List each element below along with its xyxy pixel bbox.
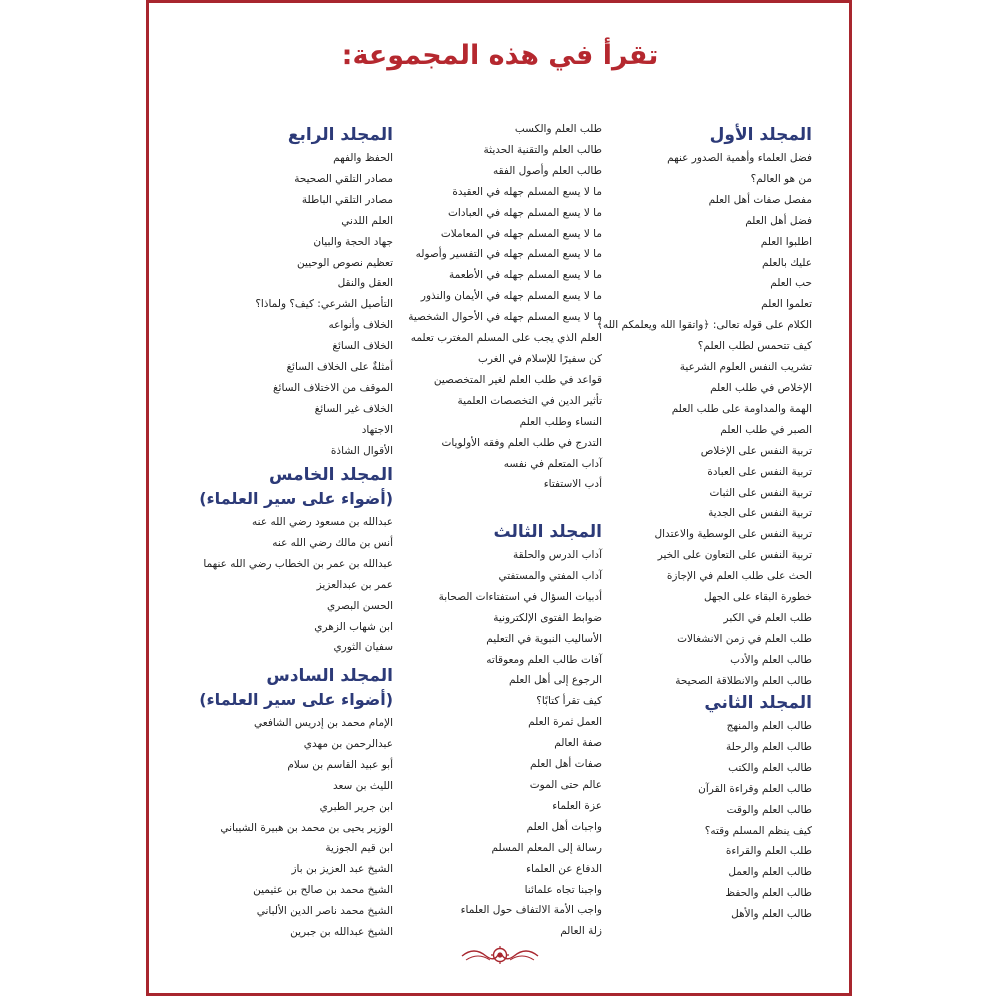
volume-list — [199, 512, 393, 658]
list-item: سفيان الثوري — [333, 641, 393, 654]
list-item: صفات أهل العلم — [529, 758, 602, 771]
list-item: أمثلةٌ على الخلاف السائغ — [286, 361, 393, 374]
list-item: عبدالله بن عمر بن الخطاب رضي الله عنهما — [203, 557, 393, 570]
list-item: الرجوع إلى أهل العلم — [508, 674, 602, 687]
list-item: تعظيم نصوص الوحيين — [297, 256, 393, 269]
list-item: كيف تتحمس لطلب العلم؟ — [697, 340, 812, 353]
list-item: عليك بالعلم — [762, 256, 812, 269]
list-item: أبو عبيد القاسم بن سلام — [287, 758, 393, 771]
list-item: آداب المفتي والمستفتي — [498, 569, 602, 582]
volume-6 — [199, 665, 393, 943]
list-item: تربية النفس على الإخلاص — [700, 444, 812, 457]
volume-list — [408, 119, 602, 495]
list-item: فضل أهل العلم — [745, 214, 812, 227]
list-item: مصادر التلقي الصحيحة — [294, 172, 393, 185]
list-item: الخلاف وأنواعه — [328, 319, 393, 332]
list-item: الشيخ محمد ناصر الدين الألباني — [256, 905, 393, 918]
volume-list — [439, 545, 602, 942]
list-item: تأثير الدين في التخصصات العلمية — [457, 394, 602, 407]
list-item: طلب العلم والكسب — [514, 123, 602, 135]
list-item: ما لا يسع المسلم جهله في الأطعمة — [449, 269, 602, 282]
list-item: طلب العلم في الكبر — [723, 611, 812, 624]
volume-2-continued — [408, 119, 602, 495]
list-item: التدرج في طلب العلم وفقه الأولويات — [441, 436, 602, 449]
volume-heading: المجلد الرابع — [287, 125, 393, 145]
list-item: التأصيل الشرعي: كيف؟ ولماذا؟ — [255, 298, 393, 311]
list-item: الهمة والمداومة على طلب العلم — [671, 402, 812, 415]
list-item: أنس بن مالك رضي الله عنه — [272, 536, 393, 549]
list-item: عمر بن عبدالعزيز — [316, 578, 393, 591]
list-item: الشيخ عبدالله بن جبرين — [290, 926, 393, 939]
list-item: العمل ثمرة العلم — [528, 716, 602, 729]
ornament-icon — [458, 940, 542, 974]
list-item: من هو العالم؟ — [750, 172, 812, 185]
list-item: صفة العالم — [554, 737, 602, 750]
list-item: ما لا يسع المسلم جهله في الأحوال الشخصية — [408, 311, 602, 324]
list-item: كيف ينظم المسلم وقته؟ — [704, 824, 812, 837]
list-item: الحسن البصري — [327, 599, 393, 612]
list-item: طالب العلم والأهل — [731, 908, 812, 921]
list-item: تربية النفس على العبادة — [707, 465, 812, 478]
list-item: طالب العلم والتقنية الحديثة — [483, 143, 602, 156]
volume-list — [255, 148, 393, 462]
list-item: ابن شهاب الزهري — [314, 620, 393, 633]
volume-5 — [199, 464, 393, 658]
list-item: الخلاف غير السائغ — [314, 402, 393, 415]
list-item: واجب الأمة الالتفاف حول العلماء — [460, 904, 602, 917]
list-item: قواعد في طلب العلم لغير المتخصصين — [433, 373, 602, 386]
list-item: الليث بن سعد — [332, 779, 393, 792]
page-title: تقرأ في هذه المجموعة: — [341, 40, 659, 71]
list-item: مصادر التلقي الباطلة — [301, 193, 393, 206]
list-item: كيف تقرأ كتابًا؟ — [536, 695, 602, 708]
list-item: ضوابط الفتوى الإلكترونية — [493, 611, 602, 624]
list-item: طالب العلم وقراءة القرآن — [698, 782, 812, 795]
list-item: طالب العلم والانطلاقة الصحيحة — [675, 674, 812, 687]
list-item: طالب العلم والوقت — [726, 803, 812, 816]
list-item: آداب المتعلم في نفسه — [503, 457, 602, 470]
list-item: الخلاف السائغ — [332, 340, 393, 353]
list-item: الحفظ والفهم — [333, 152, 393, 164]
list-item: ابن جرير الطبري — [319, 800, 393, 813]
list-item: فضل العلماء وأهمية الصدور عنهم — [667, 152, 812, 164]
list-item: العلم الذي يجب على المسلم المغترب تعلمه — [410, 332, 602, 345]
list-item: الاجتهاد — [361, 423, 393, 436]
list-item: تربية النفس على التعاون على الخير — [657, 549, 812, 562]
list-item: ما لا يسع المسلم جهله في المعاملات — [440, 227, 602, 240]
list-item: واجبنا تجاه علمائنا — [524, 883, 602, 896]
list-item: عزة العلماء — [552, 799, 602, 812]
list-item: أدبيات السؤال في استفتاءات الصحابة — [438, 590, 602, 603]
list-item: أدب الاستفتاء — [543, 478, 602, 491]
list-item: حب العلم — [770, 277, 812, 290]
volume-heading: المجلد السادس — [266, 666, 393, 686]
list-item: واجبات أهل العلم — [526, 820, 602, 833]
volume-2 — [698, 692, 812, 925]
volume-4 — [255, 124, 393, 462]
list-item: الحث على طلب العلم في الإجازة — [666, 570, 812, 583]
list-item: طلب العلم في زمن الانشغالات — [677, 632, 812, 645]
volume-heading: المجلد الثالث — [493, 522, 602, 542]
list-item: آفات طالب العلم ومعوقاته — [486, 653, 602, 666]
volume-list — [698, 716, 812, 925]
volume-heading: المجلد الأول — [709, 125, 812, 145]
list-item: الشيخ عبد العزيز بن باز — [291, 863, 393, 876]
list-item: الأقوال الشاذة — [330, 444, 393, 457]
list-item: الشيخ محمد بن صالح بن عثيمين — [253, 884, 393, 897]
volume-1 — [597, 124, 812, 692]
volume-subheading: (أضواء على سير العلماء) — [199, 690, 393, 709]
list-item: عالم حتى الموت — [529, 778, 602, 791]
list-item: طالب العلم والرحلة — [726, 740, 812, 753]
list-item: الموقف من الاختلاف السائغ — [272, 381, 393, 394]
list-item: زلة العالم — [560, 925, 602, 938]
list-item: العلم اللدني — [341, 214, 393, 227]
list-item: كن سفيرًا للإسلام في الغرب — [478, 352, 602, 365]
list-item: الإخلاص في طلب العلم — [710, 381, 812, 394]
volume-list — [199, 713, 393, 943]
list-item: اطلبوا العلم — [760, 235, 812, 248]
list-item: طالب العلم والكتب — [728, 761, 812, 774]
list-item: تعلموا العلم — [761, 298, 812, 311]
list-item: تربية النفس على الثبات — [709, 486, 812, 499]
volume-heading: المجلد الخامس — [269, 465, 393, 485]
volume-list — [597, 148, 812, 692]
list-item: طالب العلم والأدب — [730, 653, 812, 666]
volume-3 — [439, 521, 602, 942]
list-item: مفصل صفات أهل العلم — [708, 193, 812, 206]
list-item: الإمام محمد بن إدريس الشافعي — [254, 717, 393, 729]
list-item: تربية النفس على الجدية — [708, 507, 812, 520]
list-item: الكلام على قوله تعالى: ﴿واتقوا الله ويعلمكم الله﴾ — [596, 319, 812, 332]
list-item: ما لا يسع المسلم جهله في العقيدة — [452, 185, 602, 198]
list-item: طالب العلم والحفظ — [725, 887, 812, 900]
list-item: تربية النفس على الوسطية والاعتدال — [654, 528, 812, 541]
list-item: طالب العلم والمنهج — [726, 720, 812, 732]
list-item: خطورة البقاء على الجهل — [703, 591, 812, 604]
list-item: طالب العلم والعمل — [728, 866, 812, 879]
list-item: تشريب النفس العلوم الشرعية — [679, 361, 812, 374]
list-item: الأساليب النبوية في التعليم — [486, 632, 602, 645]
list-item: ابن قيم الجوزية — [325, 842, 393, 855]
list-item: رسالة إلى المعلم المسلم — [491, 841, 602, 854]
list-item: ما لا يسع المسلم جهله في التفسير وأصوله — [415, 248, 602, 261]
list-item: النساء وطلب العلم — [519, 415, 602, 428]
list-item: الوزير يحيى بن محمد بن هبيرة الشيباني — [220, 821, 393, 834]
list-item: طالب العلم وأصول الفقه — [492, 164, 602, 177]
list-item: ما لا يسع المسلم جهله في العبادات — [448, 206, 602, 219]
list-item: العقل والنقل — [337, 277, 393, 290]
list-item: جهاد الحجة والبيان — [313, 235, 393, 248]
list-item: عبدالله بن مسعود رضي الله عنه — [252, 516, 393, 528]
list-item: الدفاع عن العلماء — [526, 862, 602, 875]
list-item: عبدالرحمن بن مهدي — [303, 737, 393, 750]
list-item: ما لا يسع المسلم جهله في الأيمان والنذور — [420, 290, 602, 303]
volume-heading: المجلد الثاني — [704, 693, 812, 713]
list-item: آداب الدرس والحلقة — [513, 549, 602, 561]
list-item: الصبر في طلب العلم — [720, 423, 812, 436]
volume-subheading: (أضواء على سير العلماء) — [199, 489, 393, 508]
list-item: طلب العلم والقراءة — [725, 845, 812, 858]
